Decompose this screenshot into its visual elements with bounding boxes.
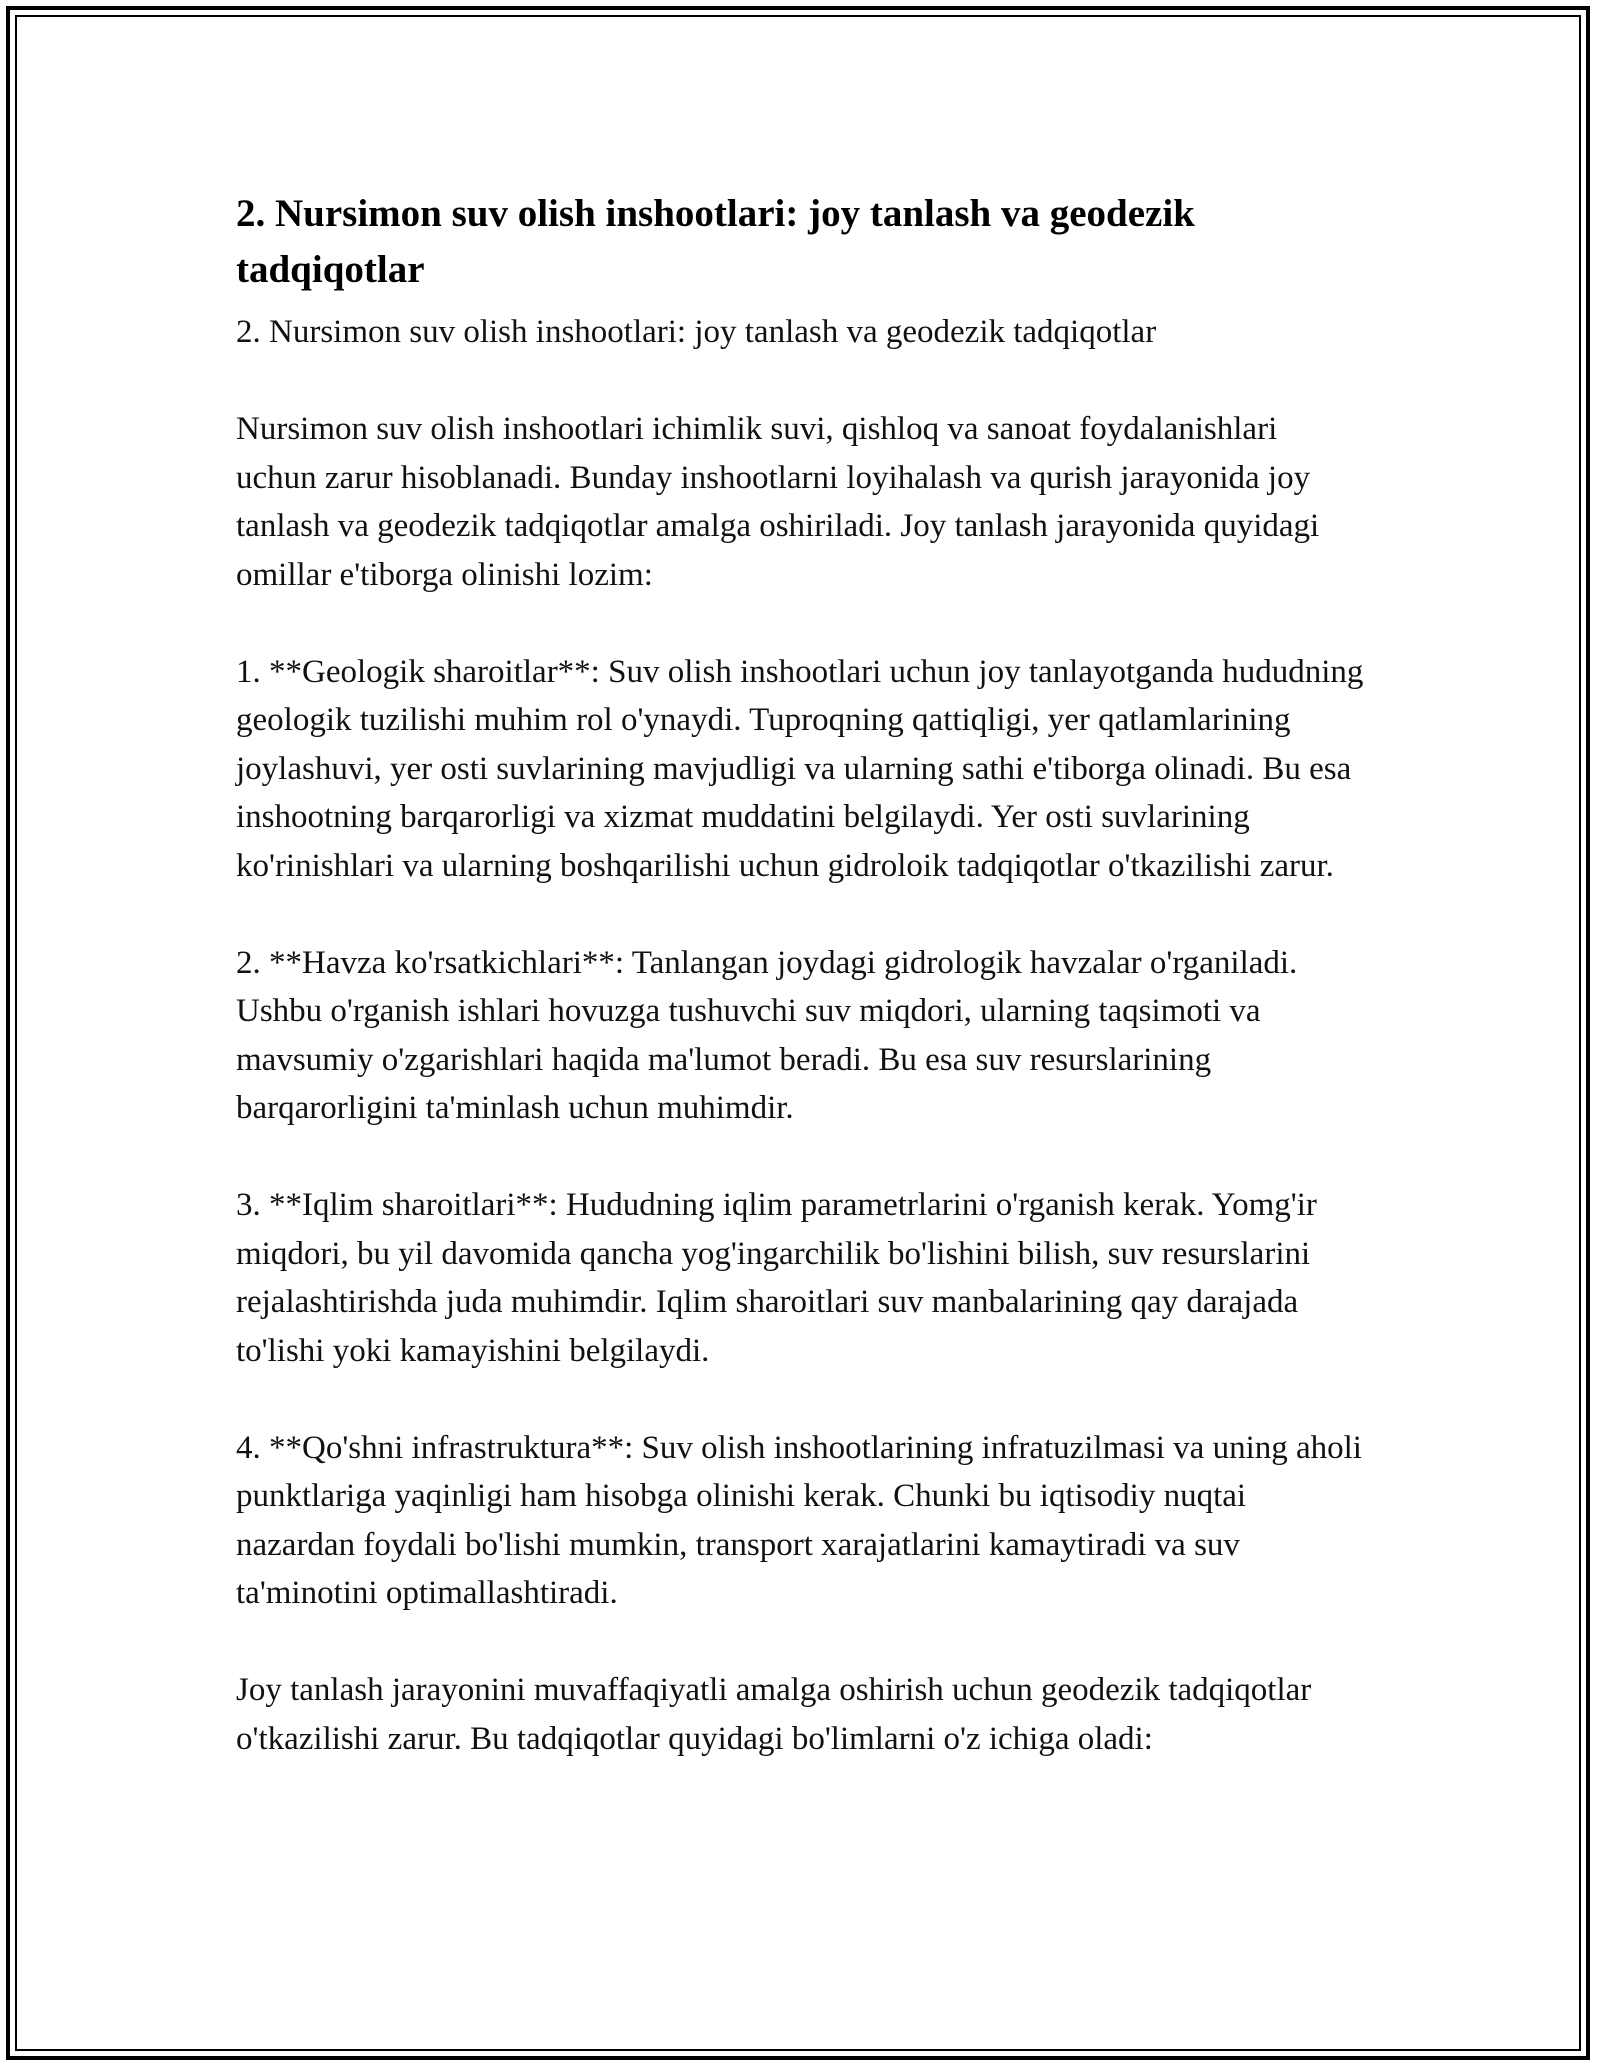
document-title: 2. Nursimon suv olish inshootlari: joy tanlash va geodezik tadqiqotlar [236,192,1195,291]
paragraph-geodezik-tadqiqotlar: Joy tanlash jarayonini muvaffaqiyatli amalga oshirish uchun geodezik tadqiqotlar o'tkazilishi zarur. Bu tadqiqotlar quyidagi bo'limlarni o'z ichiga oladi: [236,1672,1312,1757]
paragraph-geologik-sharoitlar: 1. **Geologik sharoitlar**: Suv olish inshootlari uchun joy tanlayotganda hududning geologik tuzilishi muhim rol o'ynaydi. Tuproqning qattiqligi, yer qatlamlarining joylashuvi, yer osti suvlarining mavjudligi va ularning sathi e'tiborga olinadi. Bu esa inshootning barqarorligi va xizmat muddatini belgilaydi. Yer osti suvlarining ko'rinishlari va ularning boshqarilishi uchun gidroloik tadqiqotlar o'tkazilishi zarur. [236,653,1364,884]
paragraph-iqlim-sharoitlari: 3. **Iqlim sharoitlari**: Hududning iqlim parametrlarini o'rganish kerak. Yomg'ir miqdori, bu yil davomida qancha yog'ingarchilik bo'lishini bilish, suv resurslarini rejalashtirishda juda muhimdir. Iqlim sharoitlari suv manbalarining qay darajada to'lishi yoki kamayishini belgilaydi. [236,1187,1317,1369]
paragraph-havza-korsatkichlari: 2. **Havza ko'rsatkichlari**: Tanlangan joydagi gidrologik havzalar o'rganiladi. Ushbu o'rganish ishlari hovuzga tushuvchi suv miqdori, ularning taqsimoti va mavsumiy o'zgarishlari haqida ma'lumot beradi. Bu esa suv resurslarining barqarorligini ta'minlash uchun muhimdir. [236,944,1298,1126]
paragraph-intro: Nursimon suv olish inshootlari ichimlik suvi, qishloq va sanoat foydalanishlari uchun zarur hisoblanadi. Bunday inshootlarni loyihalash va qurish jarayonida joy tanlash va geodezik tadqiqotlar amalga oshiriladi. Joy tanlash jarayonida quyidagi omillar e'tiborga olinishi lozim: [236,411,1320,593]
document-body [236,186,1366,1812]
document-subtitle: 2. Nursimon suv olish inshootlari: joy tanlash va geodezik tadqiqotlar [236,314,1157,350]
paragraph-qoshni-infrastruktura: 4. **Qo'shni infrastruktura**: Suv olish inshootlarining infratuzilmasi va uning aholi punktlariga yaqinligi ham hisobga olinishi kerak. Chunki bu iqtisodiy nuqtai nazardan foydali bo'lishi mumkin, transport xarajatlarini kamaytiradi va suv ta'minotini optimallashtiradi. [236,1429,1362,1611]
